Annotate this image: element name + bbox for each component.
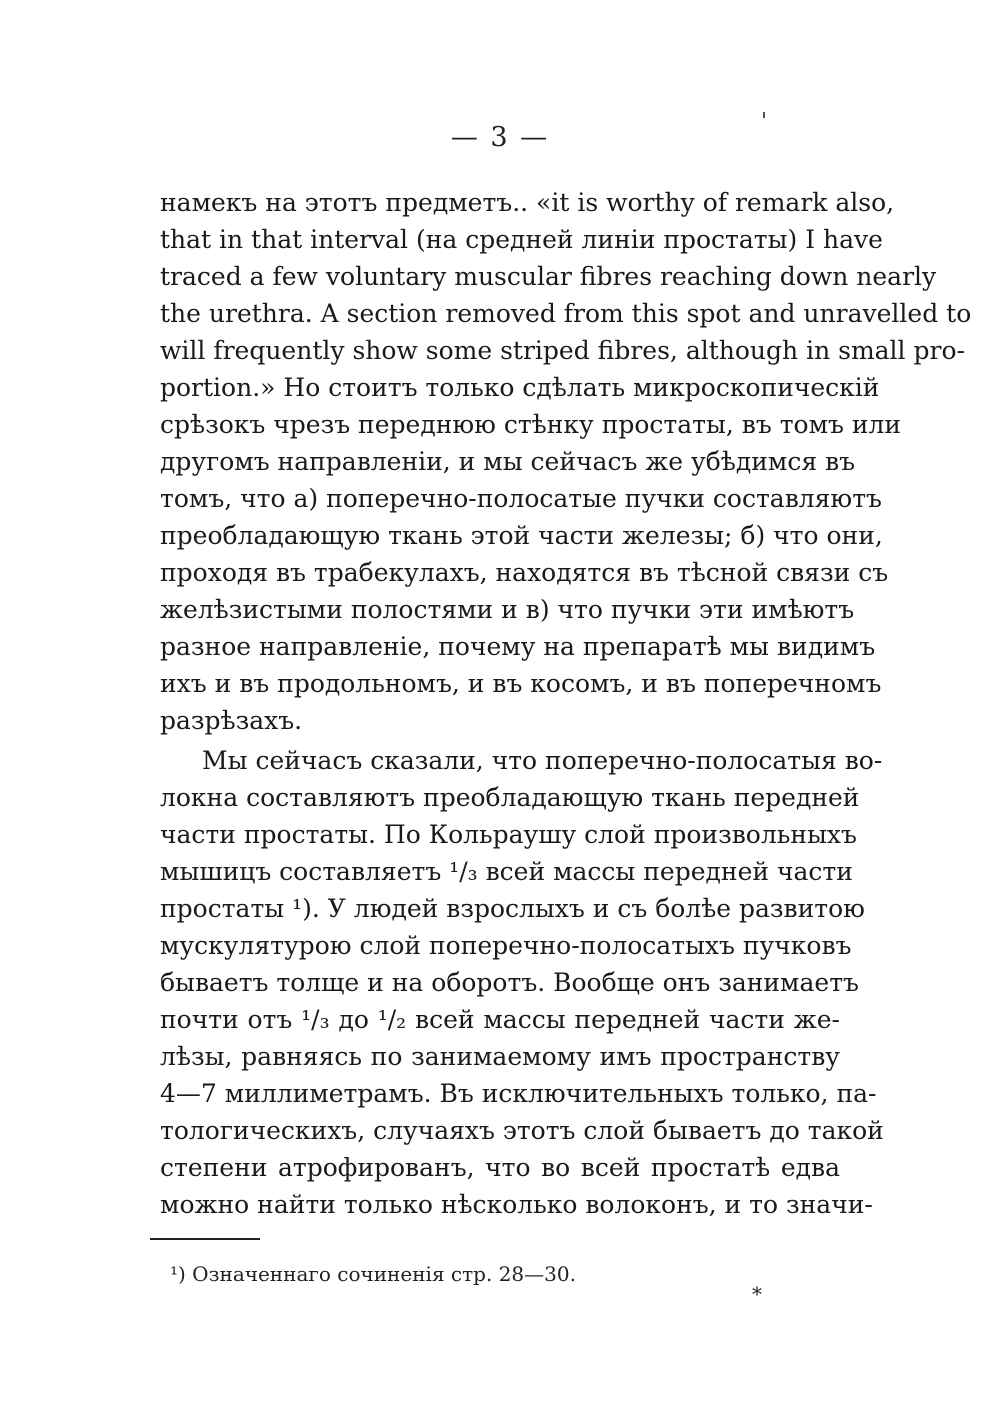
paragraph-1 xyxy=(160,184,972,739)
text-line: желѣзистыми полостями и в) что пучки эти имѣютъ xyxy=(160,595,855,624)
ink-speck xyxy=(763,112,765,118)
text-line: мускулятурою слой поперечно-полосатыхъ пучковъ xyxy=(160,931,852,960)
text-line: traced a few voluntary muscular fibres reaching down nearly xyxy=(160,262,937,291)
paragraph-2 xyxy=(160,742,884,1223)
text-line: will frequently show some striped fibres, although in small pro- xyxy=(160,336,965,365)
text-line: мышицъ составляетъ ¹/₃ всей массы передней части xyxy=(160,857,853,886)
text-line: Мы сейчасъ сказали, что поперечно-полосатыя во- xyxy=(202,746,883,775)
text-line: другомъ направленіи, и мы сейчасъ же убѣдимся въ xyxy=(160,447,856,476)
footnote-text: ¹) Означеннаго сочиненія стр. 28—30. xyxy=(170,1262,576,1286)
text-line: тологическихъ, случаяхъ этотъ слой бываетъ до такой xyxy=(160,1116,884,1145)
footnote-divider xyxy=(150,1238,260,1240)
text-line: можно найти только нѣсколько волоконъ, и то значи- xyxy=(160,1190,873,1219)
page-number: — 3 — xyxy=(450,122,550,153)
text-line: проходя въ трабекулахъ, находятся въ тѣсной связи съ xyxy=(160,558,889,587)
text-line: срѣзокъ чрезъ переднюю стѣнку простаты, въ томъ или xyxy=(160,410,902,439)
text-line: разрѣзахъ. xyxy=(160,706,303,735)
text-line: that in that interval (на средней линіи простаты) I have xyxy=(160,225,883,254)
text-line: степени атрофированъ, что во всей простатѣ едва xyxy=(160,1153,840,1182)
text-line: намекъ на этотъ предметъ.. «it is worthy of remark also, xyxy=(160,188,895,217)
text-line: 4—7 миллиметрамъ. Въ исключительныхъ только, па- xyxy=(160,1079,877,1108)
text-line: portion.» Но стоитъ только сдѣлать микроскопическій xyxy=(160,373,880,402)
text-line: преобладающую ткань этой части железы; б) что они, xyxy=(160,521,883,550)
text-line: лѣзы, равняясь по занимаемому имъ пространству xyxy=(160,1042,840,1071)
text-line: локна составляютъ преобладающую ткань передней xyxy=(160,783,860,812)
text-line: части простаты. По Кольраушу слой произвольныхъ xyxy=(160,820,857,849)
text-line: the urethra. A section removed from this spot and unravelled to xyxy=(160,299,972,328)
text-line: томъ, что a) поперечно-полосатые пучки составляютъ xyxy=(160,484,882,513)
text-line: разное направленіе, почему на препаратѣ мы видимъ xyxy=(160,632,876,661)
text-line: ихъ и въ продольномъ, и въ косомъ, и въ поперечномъ xyxy=(160,669,882,698)
text-line: бываетъ толще и на оборотъ. Вообще онъ занимаетъ xyxy=(160,968,859,997)
text-line: простаты ¹). У людей взрослыхъ и съ болѣе развитою xyxy=(160,894,865,923)
footnote-marker: * xyxy=(752,1282,762,1306)
text-line: почти отъ ¹/₃ до ¹/₂ всей массы передней части же- xyxy=(160,1005,840,1034)
